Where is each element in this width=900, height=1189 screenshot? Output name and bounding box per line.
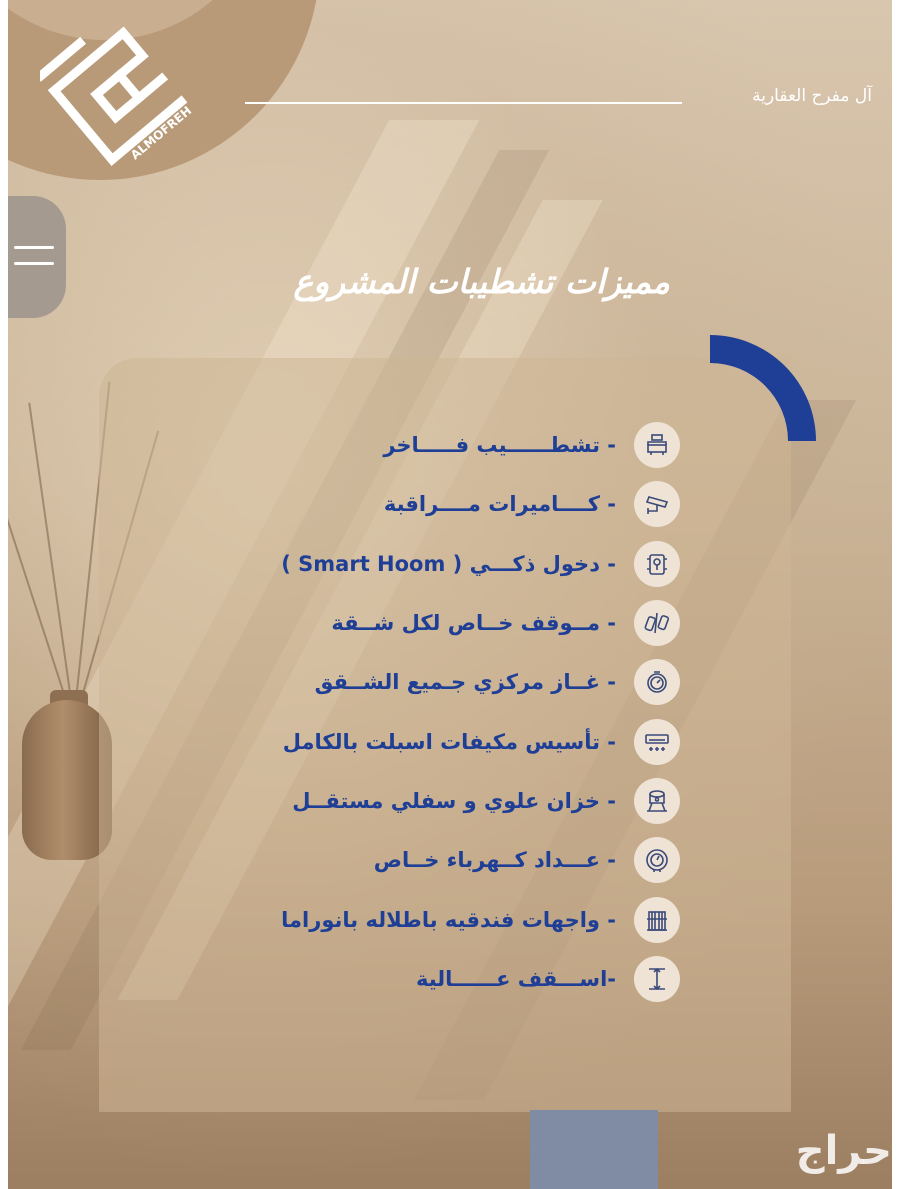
feature-item [240,599,680,647]
menu-button[interactable] [0,196,66,318]
feature-item [240,540,680,588]
frame-edge [892,0,900,1189]
header-divider [245,102,682,104]
feature-label: - دخول ذكـــي ( Smart Hoom ) [281,552,616,576]
smart-lock-icon [634,541,680,587]
feature-label: - خزان علوي و سفلي مستقــل [292,789,616,813]
security-camera-icon [634,481,680,527]
feature-label: -اســـقف عــــــالية [415,967,616,991]
feature-label: - عـــداد كــهرباء خــاص [373,848,616,872]
water-tank-icon [634,778,680,824]
feature-item [240,836,680,884]
ceiling-height-icon [634,956,680,1002]
electric-meter-icon [634,837,680,883]
logo-text: ALMOFREH [127,103,195,163]
menu-icon [14,246,54,249]
feature-item [240,421,680,469]
feature-label: - غــاز مركزي جـميع الشــقق [314,670,616,694]
feature-item [240,777,680,825]
air-conditioner-icon [634,719,680,765]
feature-item [240,955,680,1003]
feature-label: - مــوقف خــاص لكل شــقة [331,611,616,635]
furniture-icon [634,422,680,468]
plant-stem [0,443,67,700]
feature-item [240,896,680,944]
building-facade-icon [634,897,680,943]
parking-icon [634,600,680,646]
haraj-watermark: حراج [795,1128,892,1174]
feature-item [240,658,680,706]
corner-arc-decoration [710,335,816,441]
almofreh-logo[interactable] [40,10,195,175]
feature-label: - كــــاميرات مــــراقبة [383,492,616,516]
feature-label: - واجهات فندقيه باطلاله بانوراما [281,908,616,932]
menu-icon [14,262,54,265]
feature-item [240,718,680,766]
gas-meter-icon [634,659,680,705]
page-title: مميزات تشطيبات المشروع [293,262,670,301]
logo-mark [40,10,195,175]
brand-name: آل مفرح العقارية [752,86,872,106]
feature-label: - تأسيس مكيفات اسبلت بالكامل [282,730,616,754]
feature-label: - تشطــــــيب فـــــاخر [383,433,616,457]
bottom-decoration [530,1110,658,1189]
frame-edge [0,0,8,1189]
feature-item [240,480,680,528]
